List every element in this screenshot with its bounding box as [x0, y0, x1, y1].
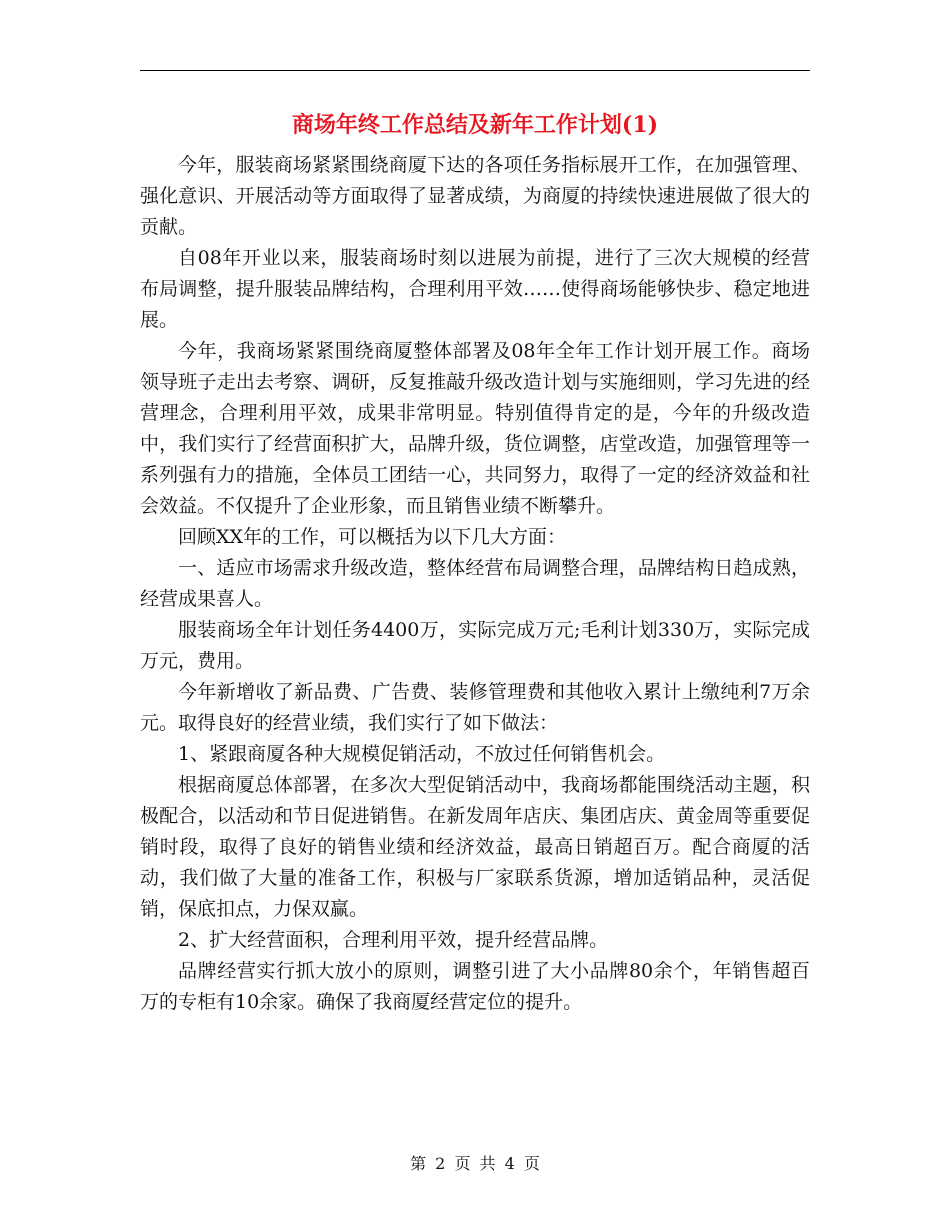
- document-body: [140, 150, 810, 1018]
- paragraph: 1、紧跟商厦各种大规模促销活动，不放过任何销售机会。: [178, 743, 666, 765]
- paragraph: 今年，服装商场紧紧围绕商厦下达的各项任务指标展开工作，在加强管理、强化意识、开展活动等方面取得了显著成绩，为商厦的持续快速进展做了很大的贡献。: [140, 154, 810, 238]
- page-number-footer: 第 2 页 共 4 页: [410, 1154, 540, 1173]
- paragraph: 今年新增收了新品费、广告费、装修管理费和其他收入累计上缴纯利7万余元。取得良好的经营业绩，我们实行了如下做法：: [140, 681, 810, 734]
- header-rule: [140, 70, 810, 71]
- paragraph: 服装商场全年计划任务4400万，实际完成万元;毛利计划330万，实际完成万元，费用。: [140, 619, 810, 672]
- document-title: 商场年终工作总结及新年工作计划(1): [291, 112, 659, 138]
- paragraph: 根据商厦总体部署，在多次大型促销活动中，我商场都能围绕活动主题，积极配合，以活动和节日促进销售。在新发周年店庆、集团店庆、黄金周等重要促销时段，取得了良好的销售业绩和经济效益，最高日销超百万。配合商厦的活动，我们做了大量的准备工作，积极与厂家联系货源，增加适销品种，灵活促销，保底扣点，力保双赢。: [140, 774, 810, 920]
- paragraph: 2、扩大经营面积，合理利用平效，提升经营品牌。: [178, 929, 609, 951]
- paragraph: 自08年开业以来，服装商场时刻以进展为前提，进行了三次大规模的经营布局调整，提升服装品牌结构，合理利用平效……使得商场能够快步、稳定地进展。: [140, 247, 810, 331]
- paragraph: 回顾XX年的工作，可以概括为以下几大方面：: [178, 526, 567, 548]
- paragraph: 品牌经营实行抓大放小的原则，调整引进了大小品牌80余个，年销售超百万的专柜有10余家。确保了我商厦经营定位的提升。: [140, 960, 810, 1013]
- paragraph: 一、适应市场需求升级改造，整体经营布局调整合理，品牌结构日趋成熟，经营成果喜人。: [140, 557, 810, 610]
- paragraph: 今年，我商场紧紧围绕商厦整体部署及08年全年工作计划开展工作。商场领导班子走出去考察、调研，反复推敲升级改造计划与实施细则，学习先进的经营理念，合理利用平效，成果非常明显。特别值得肯定的是，今年的升级改造中，我们实行了经营面积扩大，品牌升级，货位调整，店堂改造，加强管理等一系列强有力的措施，全体员工团结一心，共同努力，取得了一定的经济效益和社会效益。不仅提升了企业形象，而且销售业绩不断攀升。: [140, 340, 810, 517]
